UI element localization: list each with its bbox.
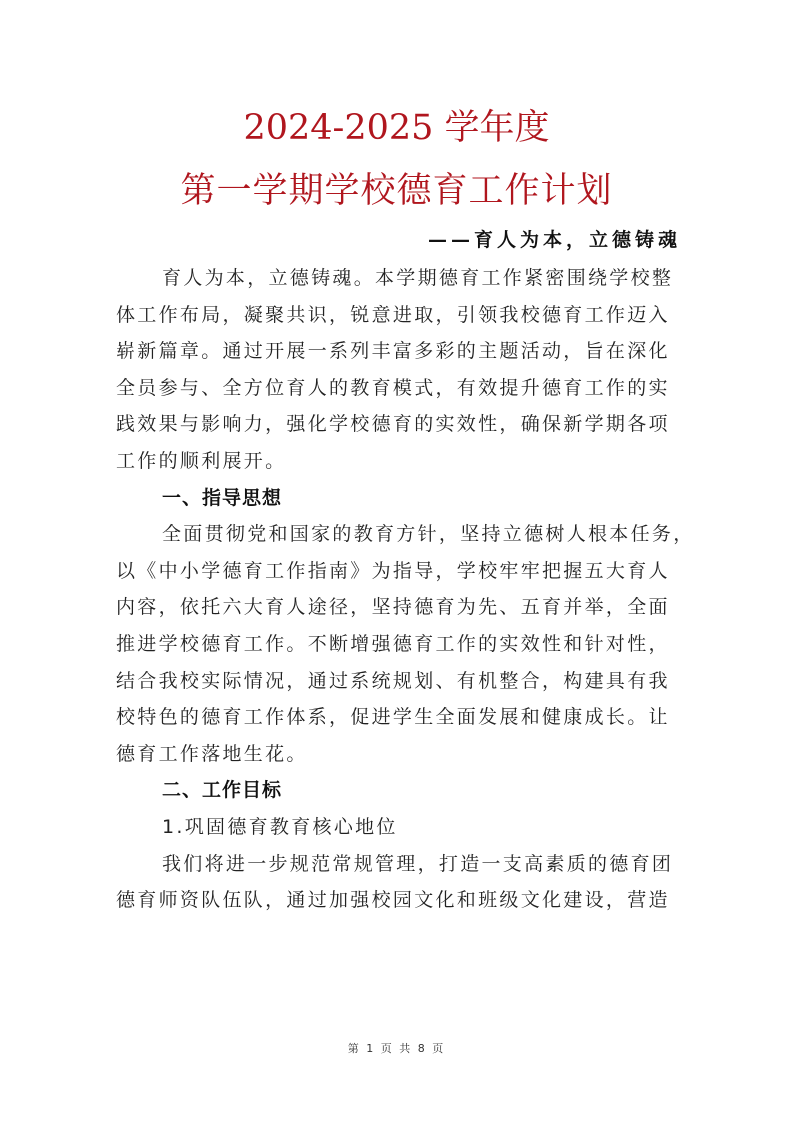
intro-line: 践效果与影响力，强化学校德育的实效性，确保新学期各项	[116, 413, 670, 436]
section2-line: 德育师资队伍队，通过加强校园文化和班级文化建设，营造	[116, 889, 670, 912]
intro-line: 工作的顺利展开。	[116, 449, 287, 472]
intro-line: 全员参与、全方位育人的教育模式，有效提升德育工作的实	[116, 376, 670, 399]
document-body	[116, 260, 695, 919]
intro-line: 崭新篇章。通过开展一系列丰富多彩的主题活动，旨在深化	[116, 340, 670, 363]
subsection-heading: 1.巩固德育教育核心地位	[162, 815, 398, 838]
section1-line: 推进学校德育工作。不断增强德育工作的实效性和针对性，	[116, 632, 670, 655]
section-heading-guiding-ideology: 一、指导思想	[162, 486, 283, 509]
section1-line: 校特色的德育工作体系，促进学生全面发展和健康成长。让	[116, 706, 670, 729]
section-heading-work-goals: 二、工作目标	[162, 779, 283, 802]
page-number-footer: 第 1 页 共 8 页	[347, 1042, 446, 1055]
intro-line: 体工作布局，凝聚共识，锐意进取，引领我校德育工作迈入	[116, 303, 670, 326]
title-year: 2024-2025 学年度	[243, 108, 550, 148]
section1-line: 德育工作落地生花。	[116, 742, 308, 765]
intro-line: 育人为本，立德铸魂。本学期德育工作紧密围绕学校整	[162, 267, 674, 289]
section1-line: 结合我校实际情况，通过系统规划、有机整合，构建具有我	[116, 669, 670, 692]
section2-line: 我们将进一步规范常规管理，打造一支高素质的德育团	[162, 852, 674, 875]
title-main: 第一学期学校德育工作计划	[180, 171, 613, 211]
section1-line: 以《中小学德育工作指南》为指导，学校牢牢把握五大育人	[116, 559, 670, 582]
subtitle: ——育人为本，立德铸魂	[427, 229, 681, 251]
section1-line: 全面贯彻党和国家的教育方针，坚持立德树人根本任务，	[162, 523, 695, 546]
section1-line: 内容，依托六大育人途径，坚持德育为先、五育并举，全面	[116, 596, 670, 619]
